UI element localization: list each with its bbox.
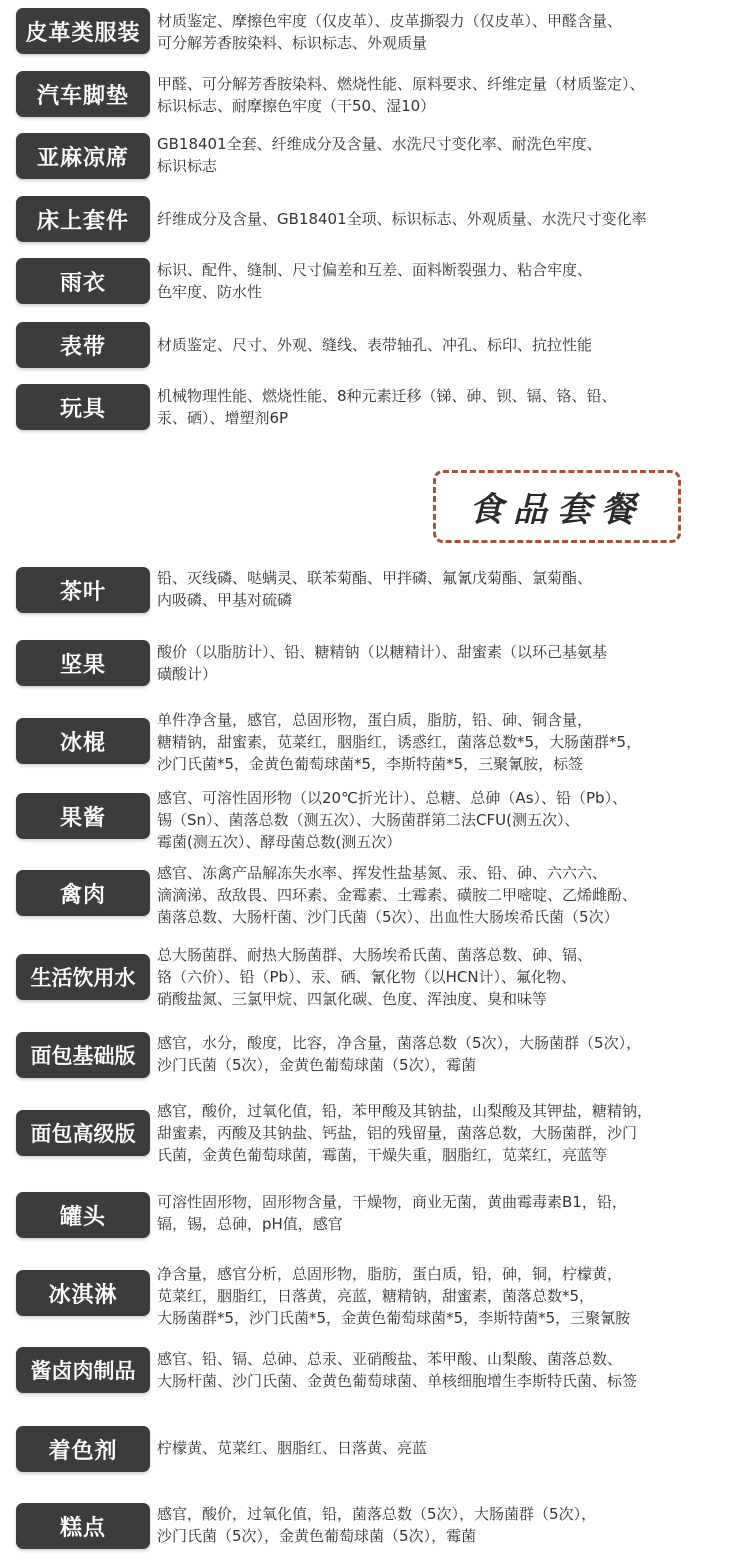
test-items-text: 净含量，感官分析，总固形物，脂肪，蛋白质，铅，砷，铜，柠檬黄， 苋菜红，胭脂红，日落黄，亮蓝，糖精钠，甜蜜素，菌落总数*5， 大肠菌群*5，沙门氏菌*5，金黄色葡萄球菌*5，李斯特菌*5，三聚氰胺 <box>157 1265 631 1327</box>
test-items-text: 感官、铅、镉、总砷、总汞、亚硝酸盐、苯甲酸、山梨酸、菌落总数、 大肠杆菌、沙门氏菌、金黄色葡萄球菌、单核细胞增生李斯特氏菌、标签 <box>157 1350 638 1390</box>
category-label: 皮革类服装 <box>16 8 150 54</box>
category-label: 禽肉 <box>16 870 150 916</box>
category-label: 冰淇淋 <box>16 1270 150 1316</box>
category-label: 着色剂 <box>16 1426 150 1472</box>
test-items-text: 机械物理性能、燃烧性能、8种元素迁移（锑、砷、钡、镉、铬、铅、 汞、硒）、增塑剂6P <box>157 387 617 427</box>
test-items-text: 铅、灭线磷、哒螨灵、联苯菊酯、甲拌磷、氟氰戊菊酯、氯菊酯、 内吸磷、甲基对硫磷 <box>157 569 593 609</box>
test-items-text: 纤维成分及含量、GB18401全项、标识标志、外观质量、水洗尺寸变化率 <box>157 210 647 228</box>
category-label: 床上套件 <box>16 196 150 242</box>
category-label: 酱卤肉制品 <box>16 1347 150 1393</box>
category-label: 罐头 <box>16 1192 150 1238</box>
category-label: 面包高级版 <box>16 1110 150 1156</box>
category-label: 冰棍 <box>16 718 150 764</box>
food-package-banner <box>433 470 681 543</box>
category-label: 坚果 <box>16 640 150 686</box>
category-label: 糕点 <box>16 1503 150 1549</box>
test-items-text: GB18401全套、纤维成分及含量、水洗尺寸变化率、耐洗色牢度、 标识标志 <box>157 135 602 175</box>
test-items-text: 材质鉴定、尺寸、外观、缝线、表带轴孔、冲孔、标印、抗拉性能 <box>157 336 593 354</box>
category-label: 雨衣 <box>16 258 150 304</box>
test-items-text: 感官、冻禽产品解冻失水率、挥发性盐基氮、汞、铅、砷、六六六、 滴滴涕、敌敌畏、四环素、金霉素、土霉素、磺胺二甲嘧啶、乙烯雌酚、 菌落总数、大肠杆菌、沙门氏菌（5次）、出血性大肠埃希氏菌（5次） <box>157 864 638 926</box>
category-label: 汽车脚垫 <box>16 71 150 117</box>
category-label: 玩具 <box>16 384 150 430</box>
banner-title: 食品套餐 <box>469 490 645 530</box>
category-label: 果酱 <box>16 793 150 839</box>
category-label: 生活饮用水 <box>16 954 150 1000</box>
test-items-text: 可溶性固形物，固形物含量，干燥物，商业无菌，黄曲霉毒素B1，铅， 镉，锡，总砷，pH值，感官 <box>157 1193 627 1233</box>
test-items-text: 酸价（以脂肪计）、铅、糖精钠（以糖精计）、甜蜜素（以环己基氨基 磺酸计） <box>157 643 608 683</box>
test-items-text: 单件净含量，感官，总固形物，蛋白质，脂肪，铅、砷、铜含量， 糖精钠，甜蜜素，苋菜红，胭脂红，诱惑红，菌落总数*5，大肠菌群*5， 沙门氏菌*5，金黄色葡萄球菌*5，李斯特菌*5，三聚氰胺，标签 <box>157 711 642 773</box>
test-items-text: 总大肠菌群、耐热大肠菌群、大肠埃希氏菌、菌落总数、砷、镉、 铬（六价）、铅（Pb）、汞、硒、氰化物（以HCN计）、氟化物、 硝酸盐氮、三氯甲烷、四氯化碳、色度、浑浊度、臭和味等 <box>157 946 593 1008</box>
category-label: 表带 <box>16 322 150 368</box>
test-items-text: 感官，酸价，过氧化值，铅，苯甲酸及其钠盐，山梨酸及其钾盐，糖精钠， 甜蜜素，丙酸及其钠盐、钙盐，铝的残留量，菌落总数，大肠菌群，沙门 氏菌，金黄色葡萄球菌，霉菌，干燥失重，胭脂红，苋菜红，亮蓝等 <box>157 1102 653 1164</box>
test-items-text: 标识、配件、缝制、尺寸偏差和互差、面料断裂强力、粘合牢度、 色牢度、防水性 <box>157 261 593 301</box>
category-label: 面包基础版 <box>16 1032 150 1078</box>
test-items-text: 感官，水分，酸度，比容，净含量，菌落总数（5次），大肠菌群（5次）， 沙门氏菌（5次），金黄色葡萄球菌（5次），霉菌 <box>157 1034 642 1074</box>
test-items-text: 材质鉴定、摩擦色牢度（仅皮革）、皮革撕裂力（仅皮革）、甲醛含量、 可分解芳香胺染料、标识标志、外观质量 <box>157 12 623 52</box>
test-items-text: 甲醛、可分解芳香胺染料、燃烧性能、原料要求、纤维定量（材质鉴定）、 标识标志、耐摩擦色牢度（干50、湿10） <box>157 75 645 115</box>
category-label: 亚麻凉席 <box>16 133 150 179</box>
test-items-text: 感官、可溶性固形物（以20℃折光计）、总糖、总砷（As）、铅（Pb）、 锡（Sn）、菌落总数（测五次）、大肠菌群第二法CFU(测五次）、 霉菌(测五次）、酵母菌总数(测五次） <box>157 789 628 851</box>
category-label: 茶叶 <box>16 567 150 613</box>
test-items-text: 感官，酸价，过氧化值，铅，菌落总数（5次），大肠菌群（5次）， 沙门氏菌（5次），金黄色葡萄球菌（5次），霉菌 <box>157 1505 597 1545</box>
test-items-text: 柠檬黄、苋菜红、胭脂红、日落黄、亮蓝 <box>157 1439 428 1457</box>
